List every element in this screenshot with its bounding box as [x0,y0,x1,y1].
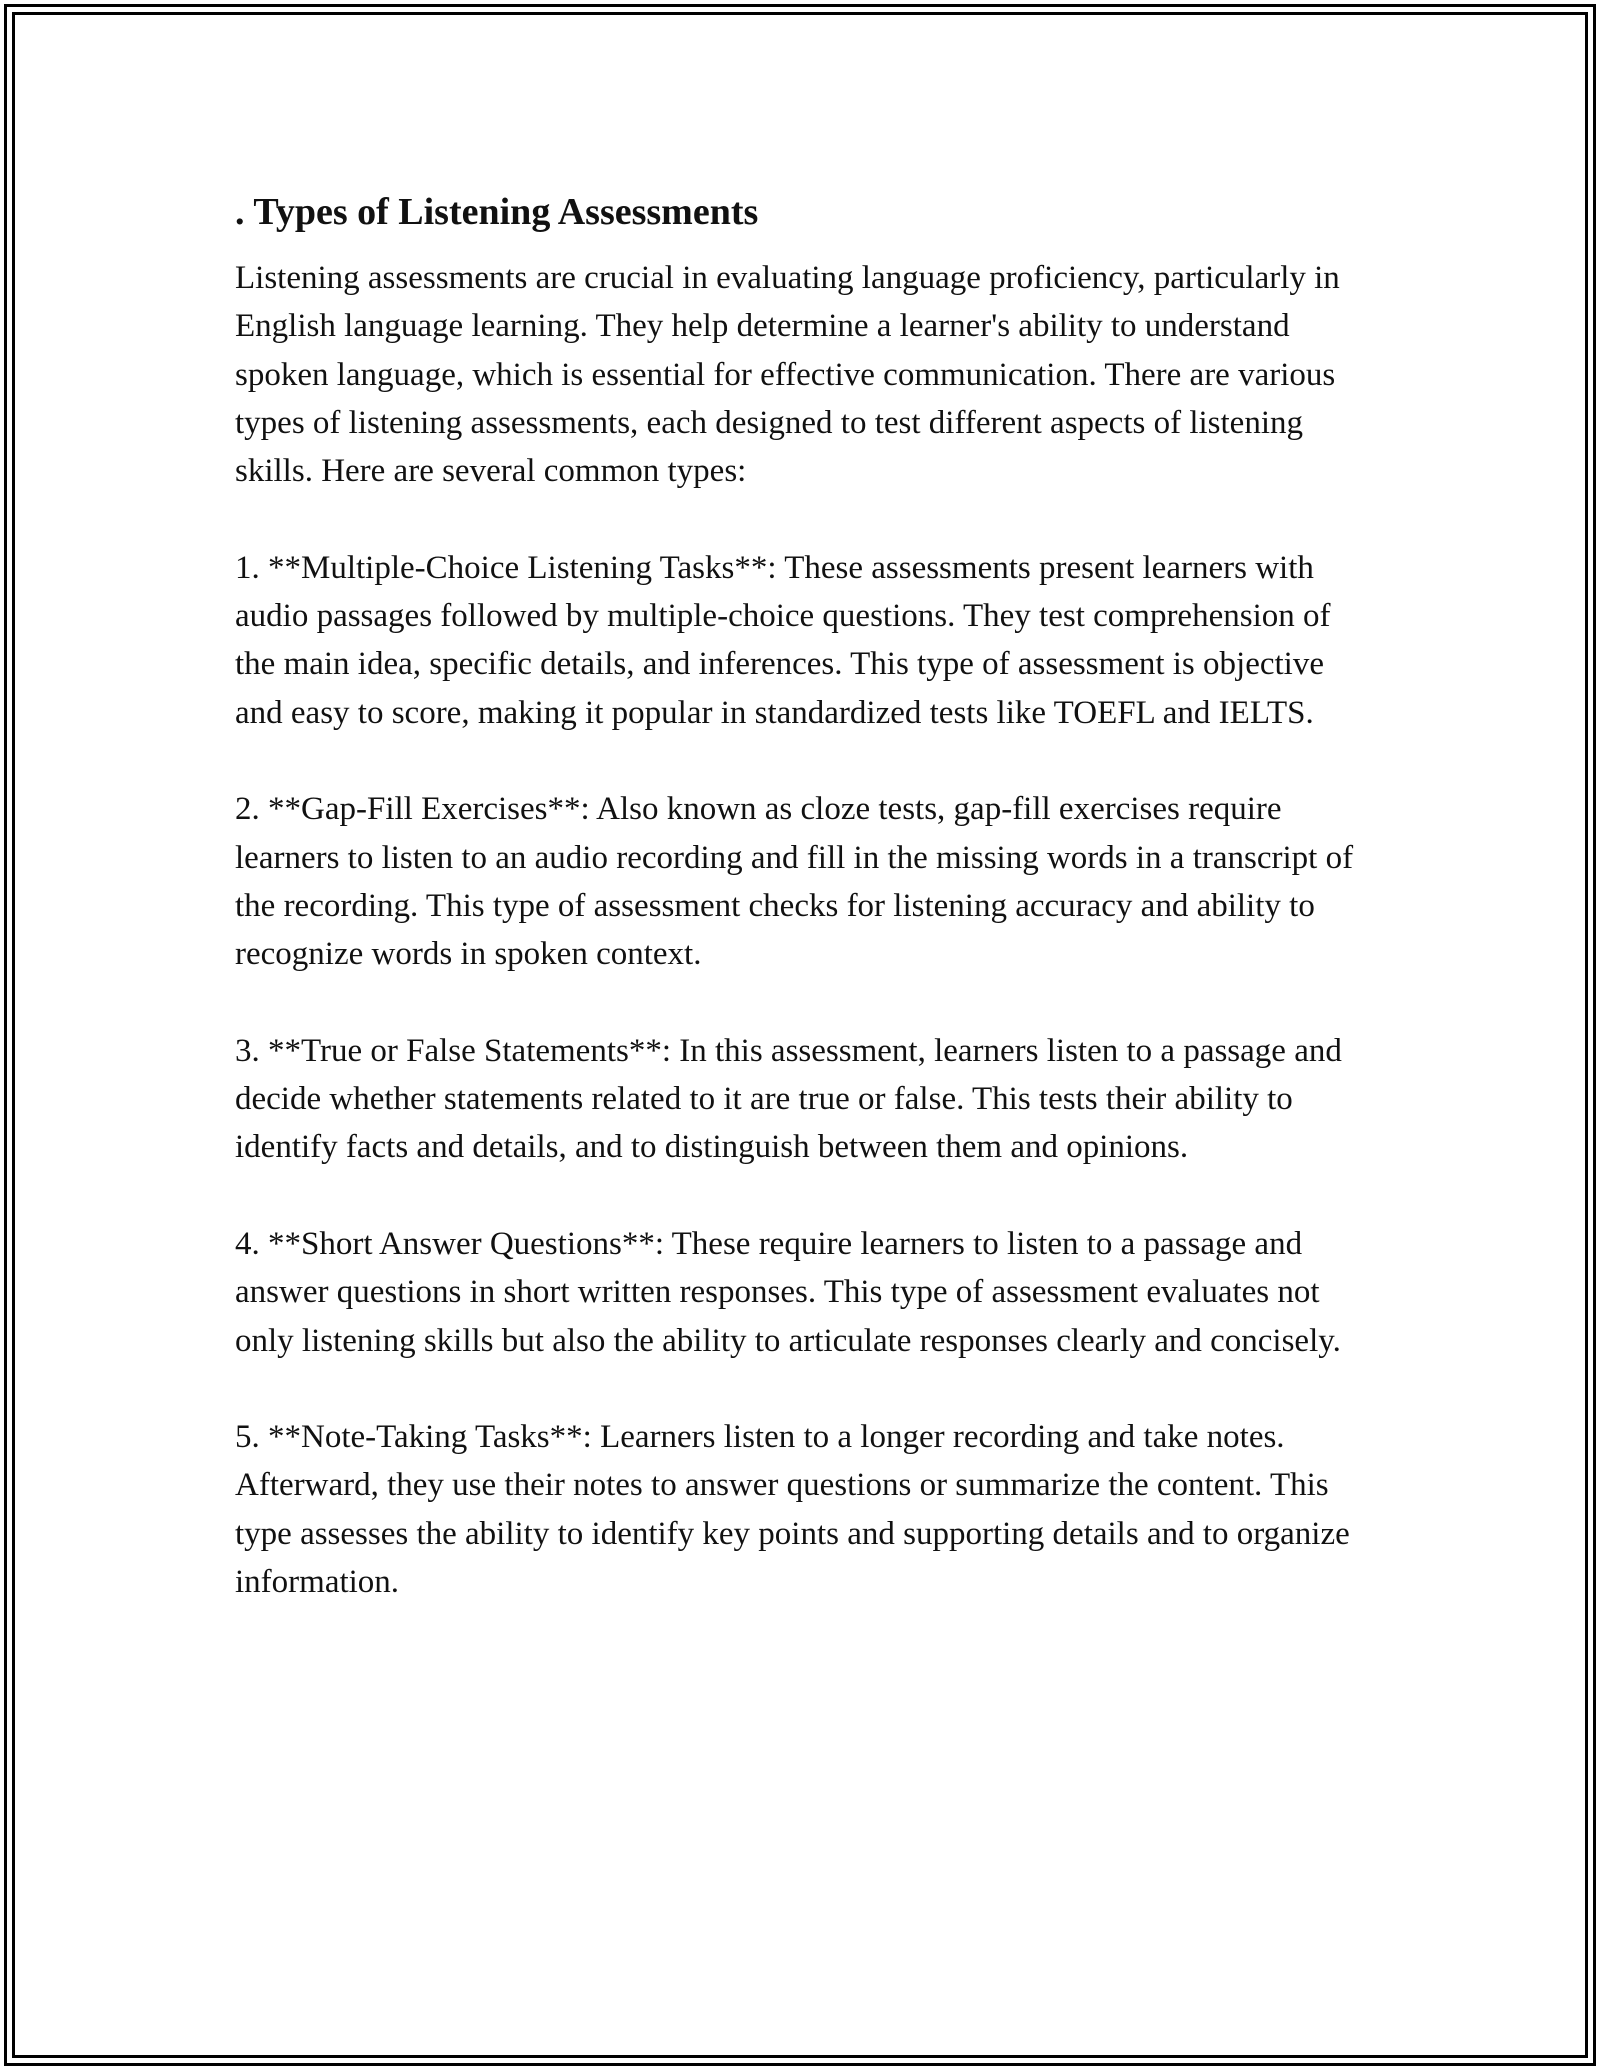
document-body [235,184,1375,1655]
list-item-short-answer: 4. **Short Answer Questions**: These require learners to listen to a passage and answer questions in short written responses. This type of assessment evaluates not only listening skills but also the ability to articulate responses clearly and concisely. [235,1225,1341,1359]
intro-paragraph: Listening assessments are crucial in evaluating language proficiency, particularly in English language learning. They help determine a learner's ability to understand spoken language, which is essential for effective communication. There are various types of listening assessments, each designed to test different aspects of listening skills. Here are several common types: [235,260,1340,490]
document-title: . Types of Listening Assessments [235,191,759,233]
list-item-multiple-choice: 1. **Multiple-Choice Listening Tasks**: These assessments present learners with audio passages followed by multiple-choice questions. They test comprehension of the main idea, specific details, and inferences. This type of assessment is objective and easy to score, making it popular in standardized tests like TOEFL and IELTS. [235,549,1331,731]
list-item-true-false: 3. **True or False Statements**: In this assessment, learners listen to a passage and decide whether statements related to it are true or false. This tests their ability to identify facts and details, and to distinguish between them and opinions. [235,1032,1342,1166]
list-item-note-taking: 5. **Note-Taking Tasks**: Learners listen to a longer recording and take notes. Afterward, they use their notes to answer questions or summarize the content. This type assesses the ability to identify key points and supporting details and to organize information. [235,1419,1350,1601]
list-item-gap-fill: 2. **Gap-Fill Exercises**: Also known as cloze tests, gap-fill exercises require learners to listen to an audio recording and fill in the missing words in a transcript of the recording. This type of assessment checks for listening accuracy and ability to recognize words in spoken context. [235,791,1354,973]
